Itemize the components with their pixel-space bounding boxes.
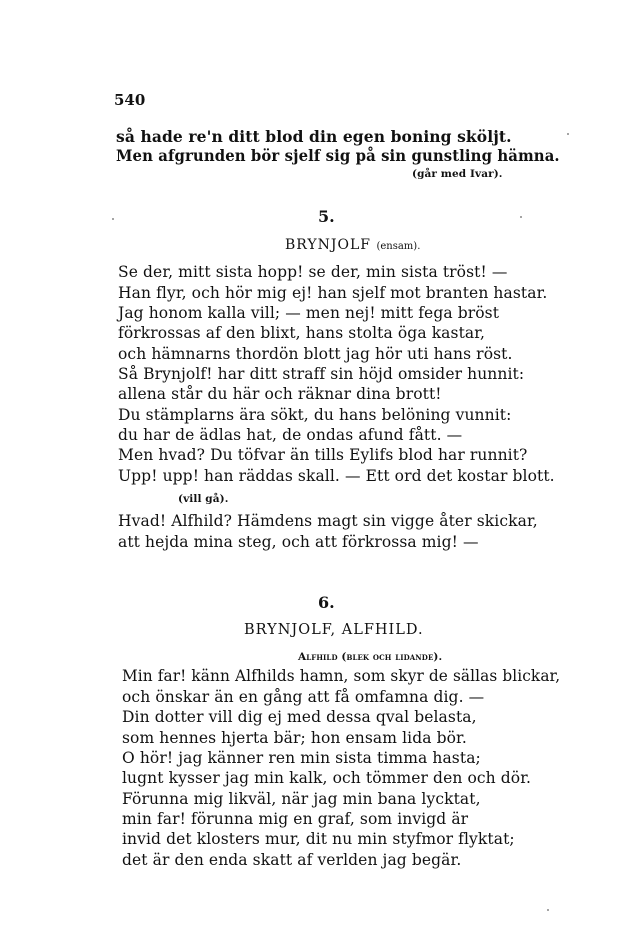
verse-line: invid det klosters mur, dit nu min styfmor flyktat; — [122, 830, 515, 848]
verse-line: så hade re'n ditt blod din egen boning sköljt. — [116, 127, 512, 146]
verse-line: Men afgrunden bör sjelf sig på sin gunstling hämna. — [116, 146, 560, 165]
verse-line: Se der, mitt sista hopp! se der, min sista tröst! — — [118, 263, 508, 281]
verse-line: Min far! känn Alfhilds hamn, som skyr de sällas blickar, — [122, 667, 561, 685]
verse-line: Din dotter vill dig ej med dessa qval belasta, — [122, 708, 477, 726]
stage-speaker-name: Alfhild — [298, 651, 338, 663]
verse-line: Hvad! Alfhild? Hämdens magt sin vigge åter skickar, — [118, 512, 538, 530]
stage-speaker — [298, 648, 442, 667]
page-number: 540 — [114, 91, 146, 109]
verse-line: lugnt kysser jag min kalk, och tömmer den och dör. — [122, 769, 532, 787]
scan-speck — [567, 133, 569, 135]
verse-line: att hejda mina steg, och att förkrossa mig! — — [118, 533, 479, 551]
verse-line: Du stämplarns ära sökt, du hans belöning vunnit: — [118, 406, 512, 424]
scene-number: 6. — [318, 593, 335, 612]
scan-speck — [520, 216, 522, 218]
speaker-note: (ensam). — [376, 241, 421, 252]
verse-line: förkrossas af den blixt, hans stolta öga kastar, — [118, 324, 486, 342]
speaker-name: BRYNJOLF — [285, 237, 371, 253]
scan-speck — [112, 218, 114, 220]
verse-line: Jag honom kalla vill; — men nej! mitt fega bröst — [118, 304, 500, 322]
verse-line: du har de ädlas hat, de ondas afund fått. — — [118, 426, 463, 444]
verse-line: Upp! upp! han räddas skall. — Ett ord det kostar blott. — [118, 467, 555, 485]
speaker-heading — [285, 237, 420, 253]
verse-line: O hör! jag känner ren min sista timma hasta; — [122, 749, 481, 767]
verse-line: Han flyr, och hör mig ej! han sjelf mot branten hastar. — [118, 284, 548, 302]
scene-number: 5. — [318, 207, 335, 226]
verse-line: som hennes hjerta bär; hon ensam lida bör. — [122, 729, 467, 747]
verse-line: Så Brynjolf! har ditt straff sin höjd omsider hunnit: — [118, 365, 525, 383]
verse-line: Förunna mig likväl, när jag min bana lycktat, — [122, 790, 481, 808]
scan-speck — [547, 909, 549, 911]
verse-line: och önskar än en gång att få omfamna dig. — — [122, 688, 485, 706]
verse-line: det är den enda skatt af verlden jag begär. — [122, 851, 462, 869]
stage-direction: (går med Ivar). — [412, 168, 503, 180]
speaker-heading: BRYNJOLF, ALFHILD. — [244, 622, 424, 638]
verse-line: Men hvad? Du töfvar än tills Eylifs blod har runnit? — [118, 446, 528, 464]
verse-line: min far! förunna mig en graf, som invigd är — [122, 810, 469, 828]
verse-line: och hämnarns thordön blott jag hör uti hans röst. — [118, 345, 513, 363]
stage-speaker-note: (blek och lidande). — [341, 651, 443, 663]
verse-line: allena står du här och räknar dina brott! — [118, 385, 442, 403]
stage-direction: (vill gå). — [178, 493, 229, 505]
